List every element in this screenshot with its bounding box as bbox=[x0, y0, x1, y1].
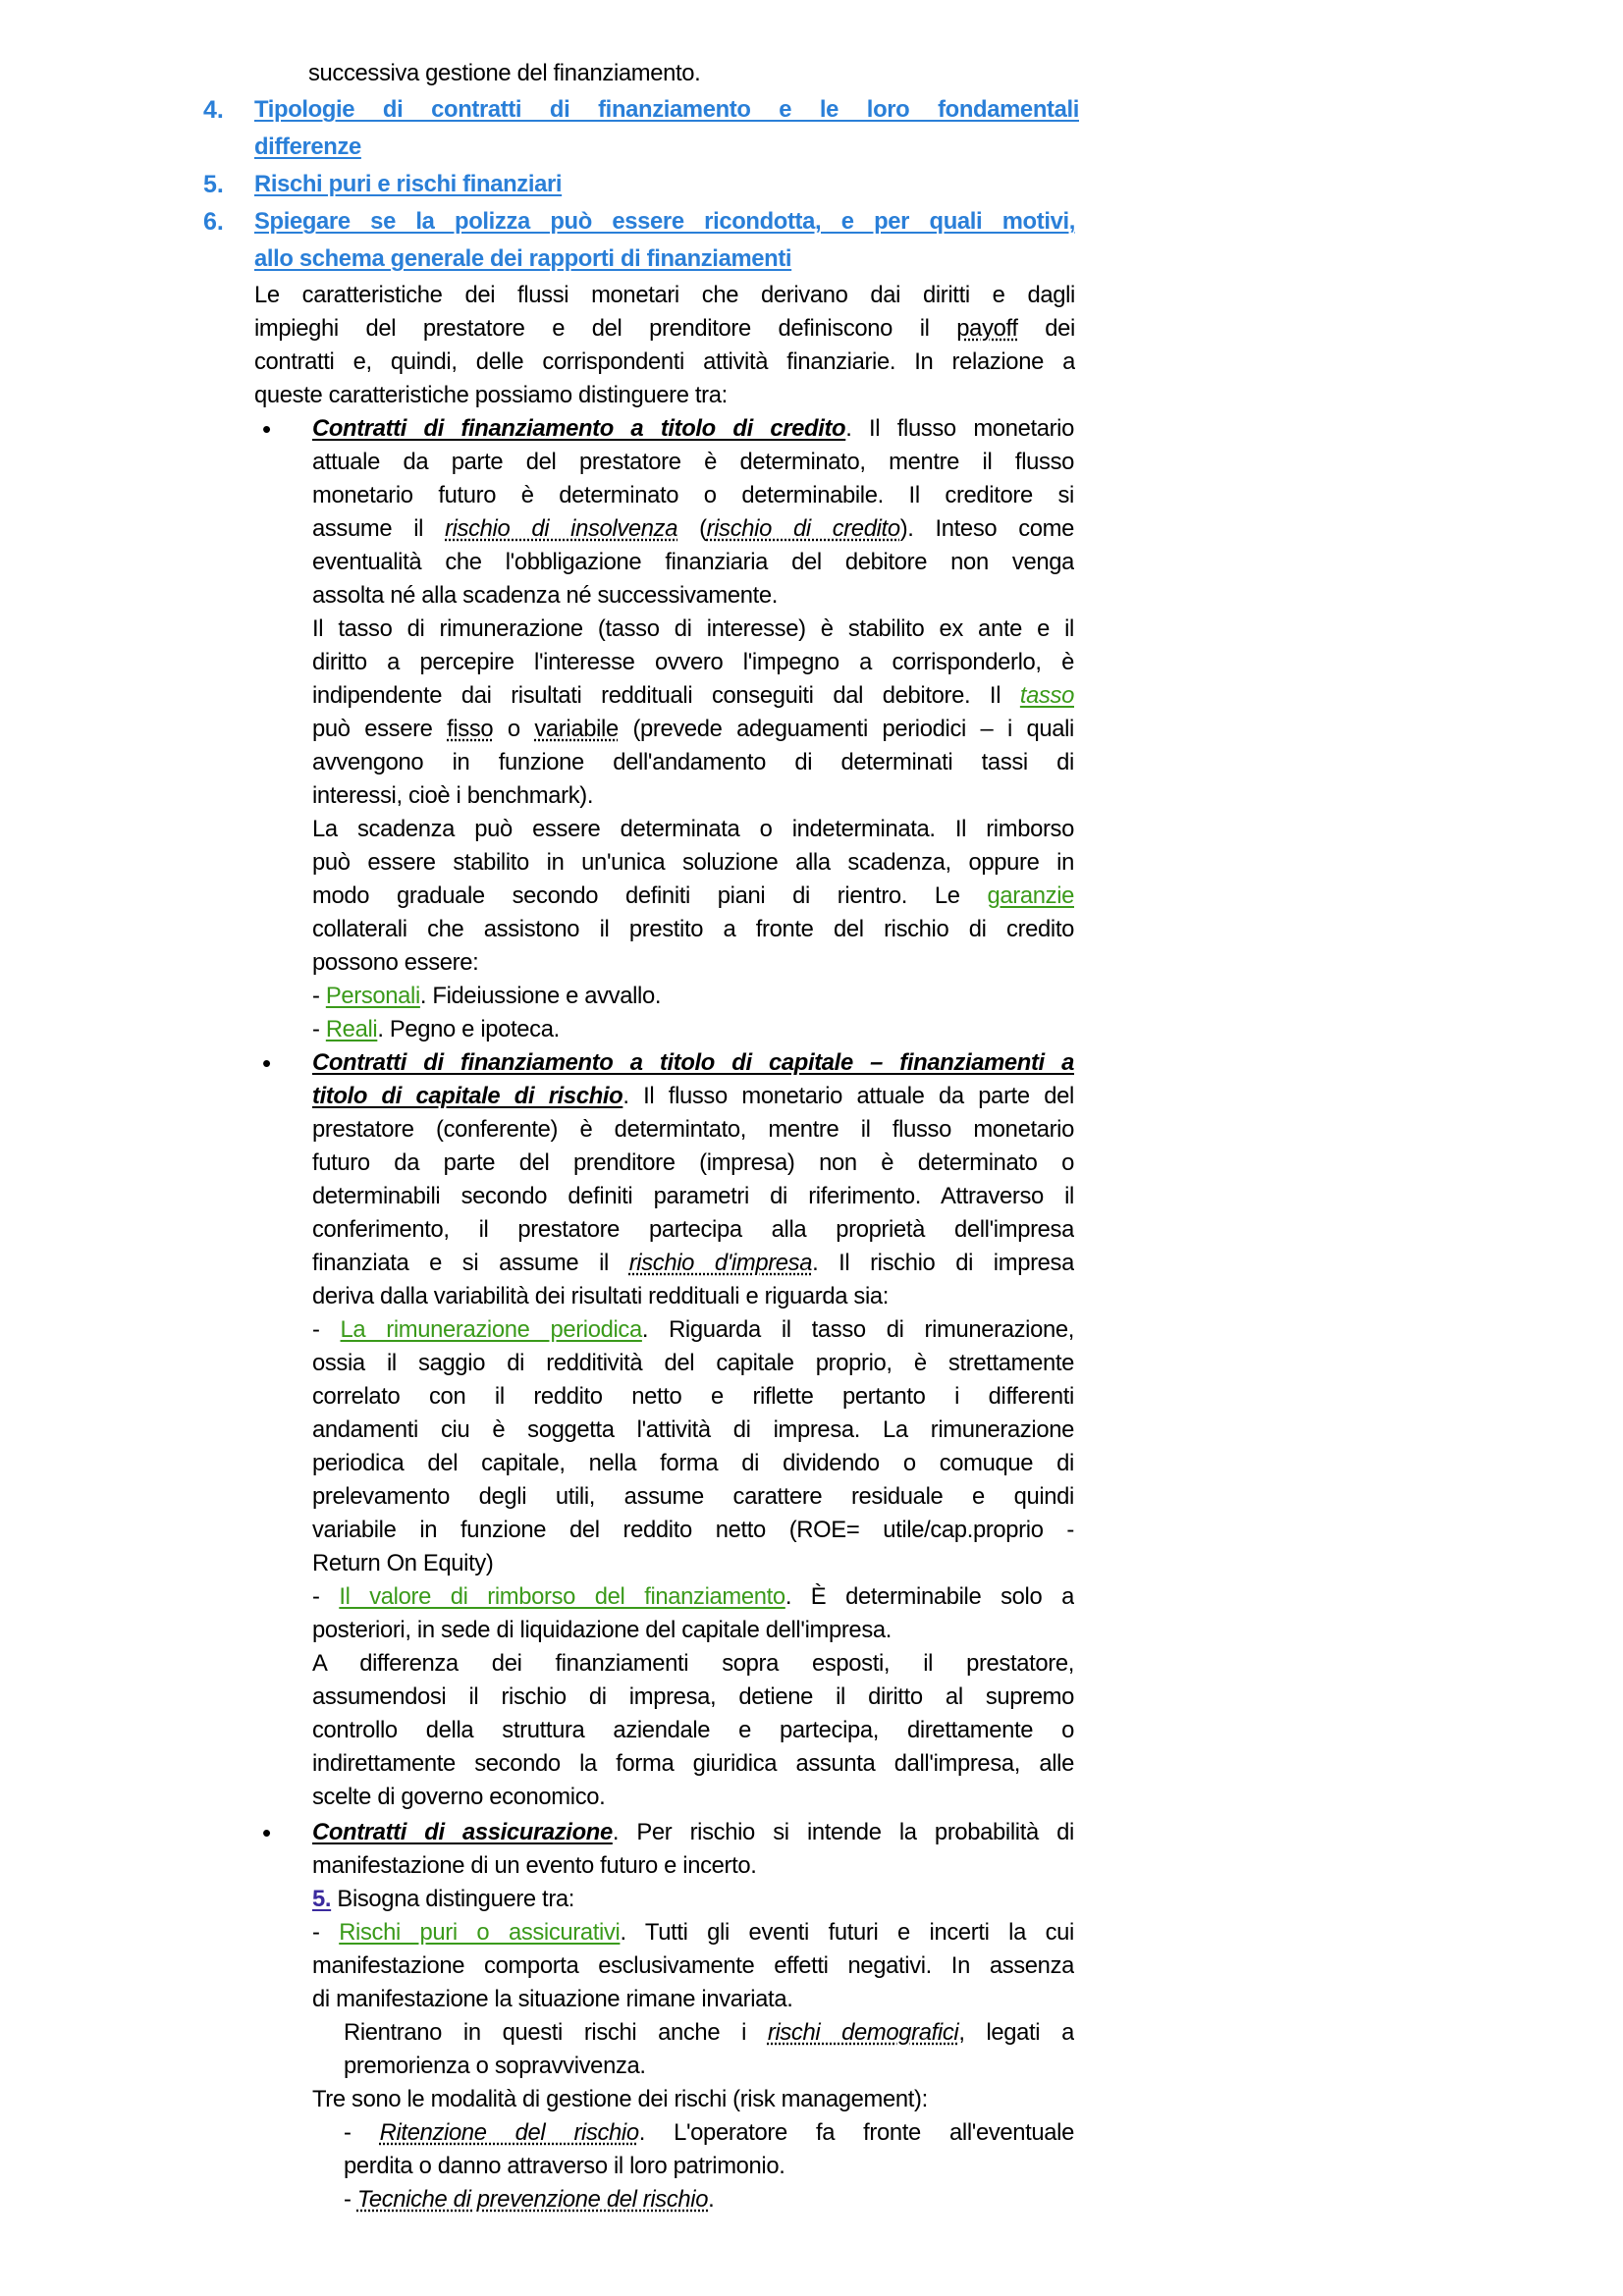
text-line: queste caratteristiche possiamo distinguere tra: bbox=[254, 382, 728, 408]
text-line: può essere stabilito in un'unica soluzione alla scadenza, oppure in bbox=[312, 849, 1074, 876]
text-line: titolo di capitale di rischio. Il flusso monetario attuale da parte del bbox=[312, 1083, 1074, 1109]
section-ref-link[interactable]: 5. bbox=[312, 1886, 332, 1912]
text-line: successiva gestione del finanziamento. bbox=[308, 60, 701, 86]
bullet-icon: • bbox=[262, 414, 272, 444]
text-line: assume il rischio di insolvenza (rischio di credito). Inteso come bbox=[312, 515, 1074, 542]
heading-4-continued: differenze bbox=[254, 133, 361, 160]
text-line: attuale da parte del prestatore è determinato, mentre il flusso bbox=[312, 449, 1074, 475]
text-line: Contratti di assicurazione. Per rischio si intende la probabilità di bbox=[312, 1819, 1074, 1845]
heading-number: 6. bbox=[203, 208, 224, 236]
text-line: può essere fisso o variabile (prevede adeguamenti periodici – i quali bbox=[312, 716, 1074, 742]
heading-6: Spiegare se la polizza può essere ricondotta, e per quali motivi, bbox=[254, 208, 1075, 235]
text-line: diritto a percepire l'interesse ovvero l'impegno a corrisponderlo, è bbox=[312, 649, 1074, 675]
heading-6-continued: allo schema generale dei rapporti di finanziamenti bbox=[254, 245, 792, 272]
list-item: - Rischi puri o assicurativi. Tutti gli eventi futuri e incerti la cui bbox=[312, 1919, 1074, 1946]
text-line: impieghi del prestatore e del prenditore definiscono il payoff dei bbox=[254, 315, 1075, 342]
text-line: Return On Equity) bbox=[312, 1550, 494, 1576]
text-line: scelte di governo economico. bbox=[312, 1784, 606, 1810]
text-line: indipendente dai risultati reddituali conseguiti dal debitore. Il tasso bbox=[312, 682, 1074, 709]
text-line: Contratti di finanziamento a titolo di capitale – finanziamenti a bbox=[312, 1049, 1074, 1076]
list-item: - Personali. Fideiussione e avvallo. bbox=[312, 983, 662, 1009]
text-line: di manifestazione la situazione rimane invariata. bbox=[312, 1986, 793, 2012]
text-line: Il tasso di rimunerazione (tasso di interesse) è stabilito ex ante e il bbox=[312, 615, 1074, 642]
list-item: - Il valore di rimborso del finanziamento. È determinabile solo a bbox=[312, 1583, 1074, 1610]
text-line: collaterali che assistono il prestito a fronte del rischio di credito bbox=[312, 916, 1074, 942]
heading-4: Tipologie di contratti di finanziamento e le loro fondamentali bbox=[254, 96, 1079, 123]
text-line: avvengono in funzione dell'andamento di determinati tassi di bbox=[312, 749, 1074, 775]
text-line: deriva dalla variabilità dei risultati reddituali e riguarda sia: bbox=[312, 1283, 890, 1309]
text-line: prelevamento degli utili, assume carattere residuale e quindi bbox=[312, 1483, 1074, 1510]
text-line: A differenza dei finanziamenti sopra esposti, il prestatore, bbox=[312, 1650, 1074, 1677]
text-line: interessi, cioè i benchmark). bbox=[312, 782, 594, 809]
text-line: periodica del capitale, nella forma di dividendo o comuque di bbox=[312, 1450, 1074, 1476]
text-line: eventualità che l'obbligazione finanziaria del debitore non venga bbox=[312, 549, 1074, 575]
text-line: Rientrano in questi rischi anche i rischi demografici, legati a bbox=[344, 2019, 1074, 2046]
heading-5: Rischi puri e rischi finanziari bbox=[254, 171, 563, 197]
list-item: - Ritenzione del rischio. L'operatore fa fronte all'eventuale bbox=[344, 2119, 1074, 2146]
bullet-icon: • bbox=[262, 1048, 272, 1078]
text-line: conferimento, il prestatore partecipa alla proprietà dell'impresa bbox=[312, 1216, 1074, 1243]
text-line: contratti e, quindi, delle corrispondenti attività finanziarie. In relazione a bbox=[254, 348, 1075, 375]
heading-number: 5. bbox=[203, 171, 224, 198]
text-line: Le caratteristiche dei flussi monetari che derivano dai diritti e dagli bbox=[254, 282, 1075, 308]
text-line: variabile in funzione del reddito netto (ROE= utile/cap.proprio - bbox=[312, 1517, 1074, 1543]
text-line: 5. Bisogna distinguere tra: bbox=[312, 1886, 575, 1912]
text-line: finanziata e si assume il rischio d'impresa. Il rischio di impresa bbox=[312, 1250, 1074, 1276]
text-line: futuro da parte del prenditore (impresa) non è determinato o bbox=[312, 1149, 1074, 1176]
text-line: controllo della struttura aziendale e partecipa, direttamente o bbox=[312, 1717, 1074, 1743]
text-line: La scadenza può essere determinata o indeterminata. Il rimborso bbox=[312, 816, 1074, 842]
bullet-icon: • bbox=[262, 1818, 272, 1847]
text-line: modo graduale secondo definiti piani di rientro. Le garanzie bbox=[312, 882, 1074, 909]
text-line: Tre sono le modalità di gestione dei rischi (risk management): bbox=[312, 2086, 928, 2112]
text-line: correlato con il reddito netto e riflette pertanto i differenti bbox=[312, 1383, 1074, 1410]
text-line: monetario futuro è determinato o determinabile. Il creditore si bbox=[312, 482, 1074, 508]
text-line: Contratti di finanziamento a titolo di credito. Il flusso monetario bbox=[312, 415, 1074, 442]
text-line: perdita o danno attraverso il loro patrimonio. bbox=[344, 2153, 785, 2179]
text-line: assumendosi il rischio di impresa, detiene il diritto al supremo bbox=[312, 1683, 1074, 1710]
list-item: - Tecniche di prevenzione del rischio. bbox=[344, 2186, 715, 2213]
list-item: - La rimunerazione periodica. Riguarda il tasso di rimunerazione, bbox=[312, 1316, 1074, 1343]
text-line: manifestazione di un evento futuro e incerto. bbox=[312, 1852, 757, 1879]
list-item: - Reali. Pegno e ipoteca. bbox=[312, 1016, 560, 1042]
text-line: andamenti ciu è soggetta l'attività di impresa. La rimunerazione bbox=[312, 1416, 1074, 1443]
text-line: indirettamente secondo la forma giuridica assunta dall'impresa, alle bbox=[312, 1750, 1074, 1777]
text-line: prestatore (conferente) è determintato, mentre il flusso monetario bbox=[312, 1116, 1074, 1143]
heading-number: 4. bbox=[203, 96, 224, 124]
text-line: premorienza o sopravvivenza. bbox=[344, 2053, 646, 2079]
text-line: possono essere: bbox=[312, 949, 479, 976]
text-line: ossia il saggio di redditività del capitale proprio, è strettamente bbox=[312, 1350, 1074, 1376]
text-line: determinabili secondo definiti parametri di riferimento. Attraverso il bbox=[312, 1183, 1074, 1209]
text-line: assolta né alla scadenza né successivamente. bbox=[312, 582, 779, 609]
text-line: manifestazione comporta esclusivamente effetti negativi. In assenza bbox=[312, 1952, 1074, 1979]
text-line: posteriori, in sede di liquidazione del capitale dell'impresa. bbox=[312, 1617, 893, 1643]
